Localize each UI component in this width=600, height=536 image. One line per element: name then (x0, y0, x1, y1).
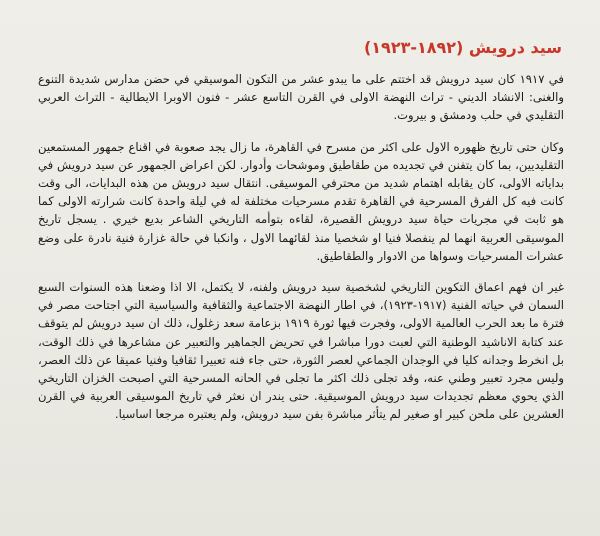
article-body (38, 70, 564, 424)
paragraph-1: في ١٩١٧ كان سيد درويش قد اختتم على ما يبدو عشر من التكون الموسيقي في حضن مدارس شديدة التنوع والغنى: الانشاد الديني - تراث النهضة الاولى في القرن التاسع عشر - فنون الاوبرا الايطالية - التراث العربي التقليدي في حلب ودمشق و بيروت. (38, 72, 564, 123)
paragraph-3: غير ان فهم اعماق التكوين التاريخي لشخصية سيد درويش ولفنه، لا يكتمل، الا اذا وضعنا هذه السنوات السبع السمان في حياته الفنية (١٩١٧-١٩٢٣)، في اطار النهضة الاجتماعية والثقافية والسياسية التي اجتاحت مصر في فترة ما بعد الحرب العالمية الاولى، وفجرت فيها ثورة ١٩١٩ بزعامة سعد زغلول، ذلك ان سيد درويش لم يتوقف عند كتابة الاناشيد الوطنية التي لعبت دورا مباشرا في تحريض الجماهير والتعبير عن مشاعرها في ذلك الوقت، بل انخرط وجدانه كليا في الوجدان الجماعي لعصر الثورة، حتى جاء فنه تعبيرا ثقافيا وفنيا عميقا عن ذلك العصر، وليس مجرد تعبير وطني عنه، وقد تجلى ذلك اكثر ما تجلى في الحانه المسرحية التي اصبحت الخزان التاريخي الذي يحوي معظم تجديدات سيد درويش الموسيقية. حتى يندر ان نعثر في تاريخ الموسيقى العربية في القرن العشرين على ملحن كبير او صغير لم يتأثر مباشرة بفن سيد درويش، ولم يعتبره مرجعا اساسيا. (38, 280, 564, 422)
paragraph-2: وكان حتى تاريخ ظهوره الاول على اكثر من مسرح في القاهرة، ما زال يجد صعوبة في اقناع جمهور المستمعين التقليديين، بما كان يتفنن في تجديده من طقاطيق وموشحات وأدوار. لكن اعراض الجمهور عن سيد درويش في بداياته الاولى، كان يقابله اهتمام شديد من محترفي الموسيقى. انتقال سيد درويش من هذه البدايات، الى وقت كانت فيه كل الفرق المسرحية في القاهرة تقدم مسرحيات مختلفة له في ليلة واحدة كانت شرارته الاولى كما هو ثابت في مجريات حياة سيد درويش القصيرة، لقاءه بتوأمه التاريخي الشاعر بديع خيري . يسجل تاريخ الموسيقى العربية انهما لم ينفصلا فنيا او شخصيا منذ لقائهما الاول ، وانكبا في حالة غزارة فنية نادرة على وضع عشرات المسرحيات وسواها من الادوار والطقاطيق. (38, 139, 564, 263)
article-title: سيد درويش (١٨٩٢-١٩٢٣) (363, 38, 562, 57)
